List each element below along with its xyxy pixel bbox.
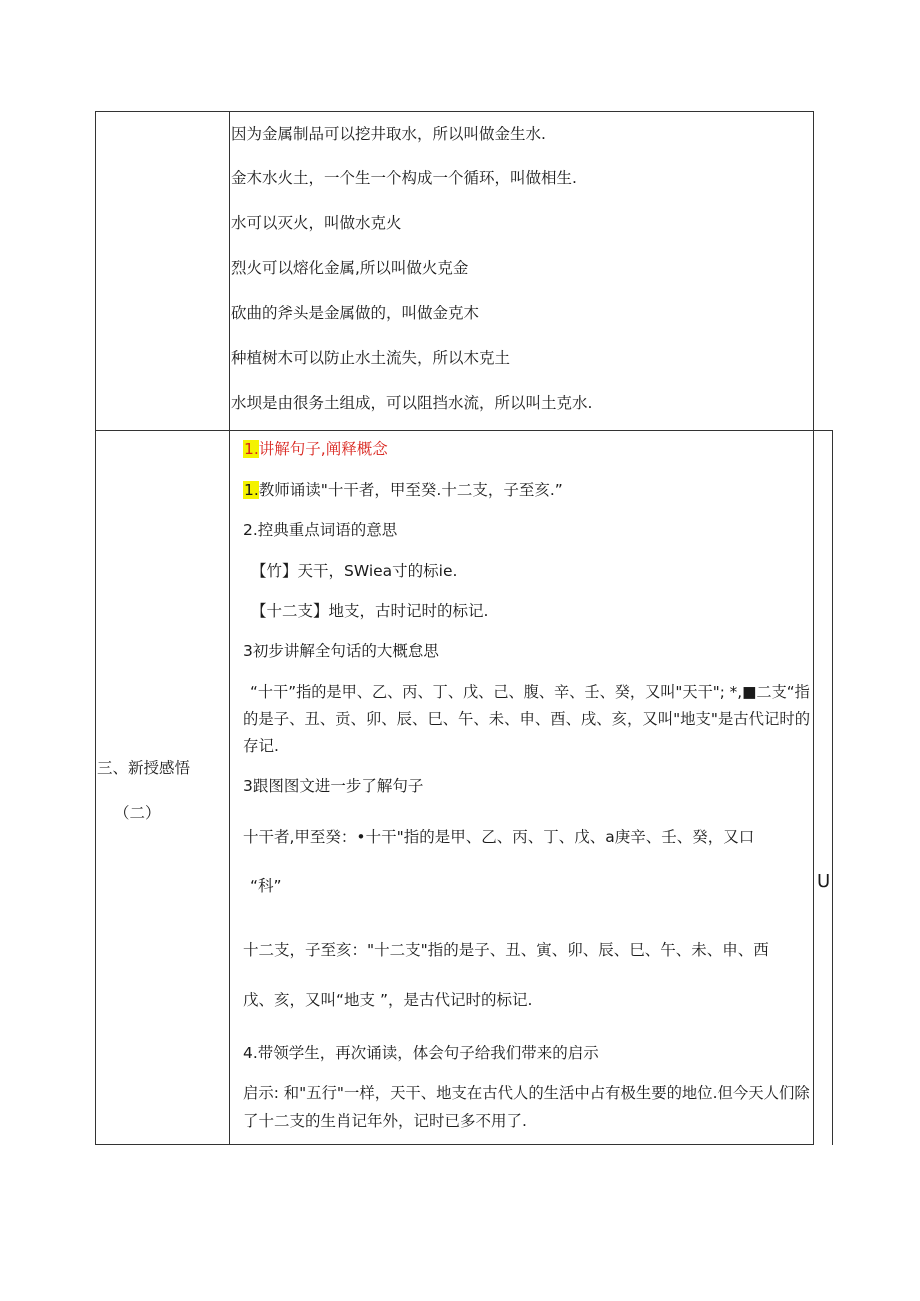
top-line-5: 砍曲的斧头是金属做的，叫做金克木 — [231, 304, 480, 322]
paragraph-1-line-1: “十干”指的是甲、乙、丙、丁、戊、己、腹、辛、壬、癸，又叫"天干"; *,■二支“指 — [250, 683, 810, 701]
table-border-top — [95, 111, 814, 112]
top-line-6: 种植树木可以防止水土流失，所以木克土 — [231, 349, 511, 367]
table-border-left — [95, 111, 96, 1145]
section-label: 三、新授感悟 — [97, 759, 191, 777]
table-border-right-top — [813, 111, 814, 430]
table-side-column-border — [832, 430, 833, 1145]
item-2: 2.控典重点词语的意思 — [243, 521, 398, 539]
table-row-divider — [95, 430, 833, 431]
table-column-divider — [229, 111, 230, 1145]
paragraph-4-line-1: 启示: 和"五行"一样，天干、地支在古代人的生活中占有极生要的地位.但今天人们除 — [243, 1084, 810, 1102]
item-4: 4.带领学生，再次诵读，体会句子给我们带来的启示 — [243, 1044, 599, 1062]
top-line-7: 水坝是由很务土组成，可以阻挡水流，所以叫土克水. — [231, 394, 593, 412]
top-line-4: 烈火可以熔化金属,所以叫做火克金 — [231, 259, 469, 277]
item-1-text: 教师诵读"十干者，甲至癸.十二支，子至亥.” — [258, 481, 563, 499]
paragraph-2-line-1: 十干者,甲至癸：•十干"指的是甲、乙、丙、丁、戊、a庚辛、壬、癸，又口 — [243, 828, 755, 846]
paragraph-1-line-3: 存记. — [243, 737, 279, 755]
top-line-1: 因为金属制品可以挖井取水，所以叫做金生水. — [231, 125, 546, 143]
top-line-3: 水可以灭火，叫做水克火 — [231, 214, 402, 232]
item-1 — [243, 480, 563, 500]
item-1-number: 1. — [244, 481, 259, 499]
term-2: 【十二支】地支，古时记时的标记. — [251, 602, 489, 620]
paragraph-2-line-2: “科” — [250, 877, 282, 895]
item-3: 3初步讲解全句话的大概怠思 — [243, 642, 439, 660]
paragraph-4-line-2: 了十二支的生肖记年外，记时已多不用了. — [243, 1112, 527, 1130]
table-border-right-bottom — [813, 430, 814, 1145]
paragraph-3-line-2: 戊、亥，又叫“地支 ”，是古代记时的标记. — [243, 991, 533, 1009]
section-heading — [243, 439, 388, 459]
heading-text: 讲解句子,阐释概念 — [258, 440, 388, 458]
term-1: 【竹】天干，SWiea寸的标ie. — [251, 562, 458, 580]
paragraph-1-line-2: 的是子、丑、贡、卯、辰、巳、午、未、申、酉、戌、亥，又叫"地支"是古代记时的 — [243, 710, 811, 728]
top-line-2: 金木水火土，一个生一个构成一个循环，叫做相生. — [231, 169, 577, 187]
section-label-sub: （二） — [114, 804, 161, 822]
item-3b: 3跟图图文进一步了解句子 — [243, 777, 424, 795]
side-column-mark: U — [817, 871, 831, 892]
table-border-bottom — [95, 1144, 814, 1145]
heading-number: 1. — [244, 440, 259, 458]
paragraph-3-line-1: 十二支，子至亥："十二支"指的是子、丑、寅、卯、辰、巳、午、未、申、西 — [243, 941, 769, 959]
